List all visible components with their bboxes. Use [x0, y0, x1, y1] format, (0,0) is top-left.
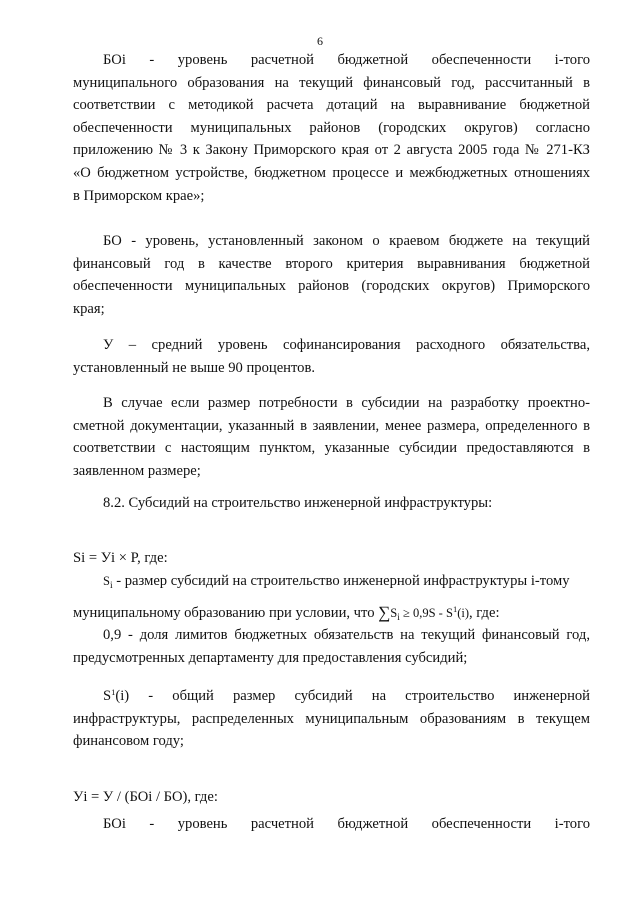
text-line: края;	[73, 300, 105, 317]
paragraph-bo-definition	[73, 230, 590, 320]
paragraph-0-9-definition	[73, 624, 590, 669]
text-line: У – средний уровень софинансирования расходного обязательства,	[103, 337, 590, 353]
text-line: «О бюджетном устройстве, бюджетном процессе и межбюджетных отношениях	[73, 164, 590, 181]
math-symbol-si: $S_i$	[103, 574, 113, 591]
paragraph-design-docs-case	[73, 392, 590, 482]
paragraph-boi-definition	[73, 49, 590, 207]
text-line: В случае если размер потребности в субсидии на разработку проектно-	[103, 395, 590, 411]
text-line: соответствии с настоящим пунктом, указанные субсидии предоставляются в	[73, 440, 590, 457]
text-line: 8.2. Субсидий на строительство инженерной инфраструктуры:	[103, 495, 493, 511]
section-heading-8-2	[73, 492, 590, 515]
text-line: приложению № 3 к Закону Приморского края от 2 августа 2005 года № 271-КЗ	[73, 142, 590, 159]
paragraph-s1-definition	[73, 681, 590, 753]
paragraph-si-definition	[73, 570, 590, 629]
text-line: муниципального образования на текущий финансовый год, рассчитанный в	[73, 74, 590, 91]
math-symbol-s1i: $S^1(i)$	[103, 687, 130, 704]
text-line: БОi - уровень расчетной бюджетной обеспеченности i-того	[103, 816, 590, 832]
text-line: 0,9 - доля лимитов бюджетных обязательств на текущий финансовый год,	[103, 627, 590, 643]
text-line: финансовый год в качестве второго критерия выравнивания бюджетной	[73, 255, 590, 272]
paragraph-boi-definition-repeat	[73, 813, 590, 836]
text-line: инфраструктуры, распределенных муниципальным образованиям в текущем	[73, 710, 590, 727]
text-line: муниципальному образованию при условии, что $\sum S_i \ge 0,9S - S^1(i)$, где:	[73, 602, 500, 623]
page-number: 6	[317, 34, 323, 48]
text-line: сметной документации, указанный в заявлении, менее размера, определенного в	[73, 417, 590, 434]
text-line: $S^1(i)$ - общий размер субсидий на строительство инженерной	[103, 687, 590, 704]
formula-si: Si = Уi × P, где:	[73, 550, 168, 566]
formula-ui: Уi = У / (БОi / БО), где:	[73, 789, 218, 805]
text-line: обеспеченности муниципальных районов (городских округов) Приморского	[73, 278, 590, 295]
text-line: установленный не выше 90 процентов.	[73, 359, 316, 376]
math-condition: $\sum S_i \ge 0,9S - S^1(i)$	[378, 602, 469, 623]
text-line: соответствии с методикой расчета дотаций на выравнивание бюджетной	[73, 97, 590, 114]
text-line: $S_i$ - размер субсидий на строительство инженерной инфраструктуры i-тому	[103, 573, 570, 591]
text-line: предусмотренных департаменту для предоставления субсидий;	[73, 649, 468, 666]
paragraph-u-definition	[73, 334, 590, 379]
text-line: заявленном размере;	[73, 462, 201, 479]
text-line: БОi - уровень расчетной бюджетной обеспеченности i-того	[103, 52, 590, 68]
text-line: в Приморском крае»;	[73, 187, 205, 204]
text-line: обеспеченности муниципальных районов (городских округов) согласно	[73, 119, 590, 136]
text-line: финансовом году;	[73, 733, 184, 750]
text-line: БО - уровень, установленный законом о краевом бюджете на текущий	[103, 233, 590, 249]
